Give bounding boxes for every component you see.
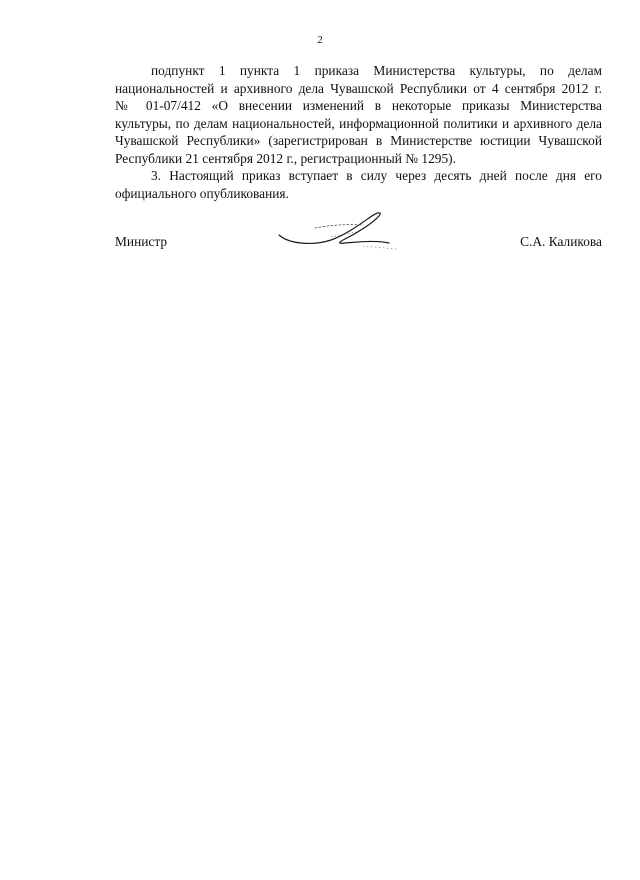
paragraph-continuation bbox=[115, 62, 602, 167]
text-line: культуры, по делам национальностей, информационной политики и архивного дела bbox=[115, 115, 602, 131]
document-body bbox=[115, 62, 602, 202]
page-number: 2 bbox=[317, 34, 323, 46]
text-line: Чувашской Республики» (зарегистрирован в Министерстве юстиции Чувашской bbox=[115, 133, 602, 148]
text-line: № 01-07/412 «О внесении изменений в некоторые приказы Министерства bbox=[115, 98, 602, 113]
text-line: официального опубликования. bbox=[115, 185, 289, 201]
text-line: Республики 21 сентября 2012 г., регистрационный № 1295). bbox=[115, 150, 456, 166]
paragraph-effective-date bbox=[115, 167, 602, 202]
text-line: подпункт 1 пункта 1 приказа Министерства культуры, по делам bbox=[151, 63, 602, 78]
signer-title: Министр bbox=[115, 234, 168, 249]
signer-name: С.А. Каликова bbox=[520, 234, 602, 249]
handwritten-signature bbox=[275, 209, 405, 259]
text-line: 3. Настоящий приказ вступает в силу через десять дней после дня его bbox=[151, 168, 602, 183]
signature-block bbox=[115, 227, 602, 257]
text-line: национальностей и архивного дела Чувашской Республики от 4 сентября 2012 г. bbox=[115, 80, 602, 96]
